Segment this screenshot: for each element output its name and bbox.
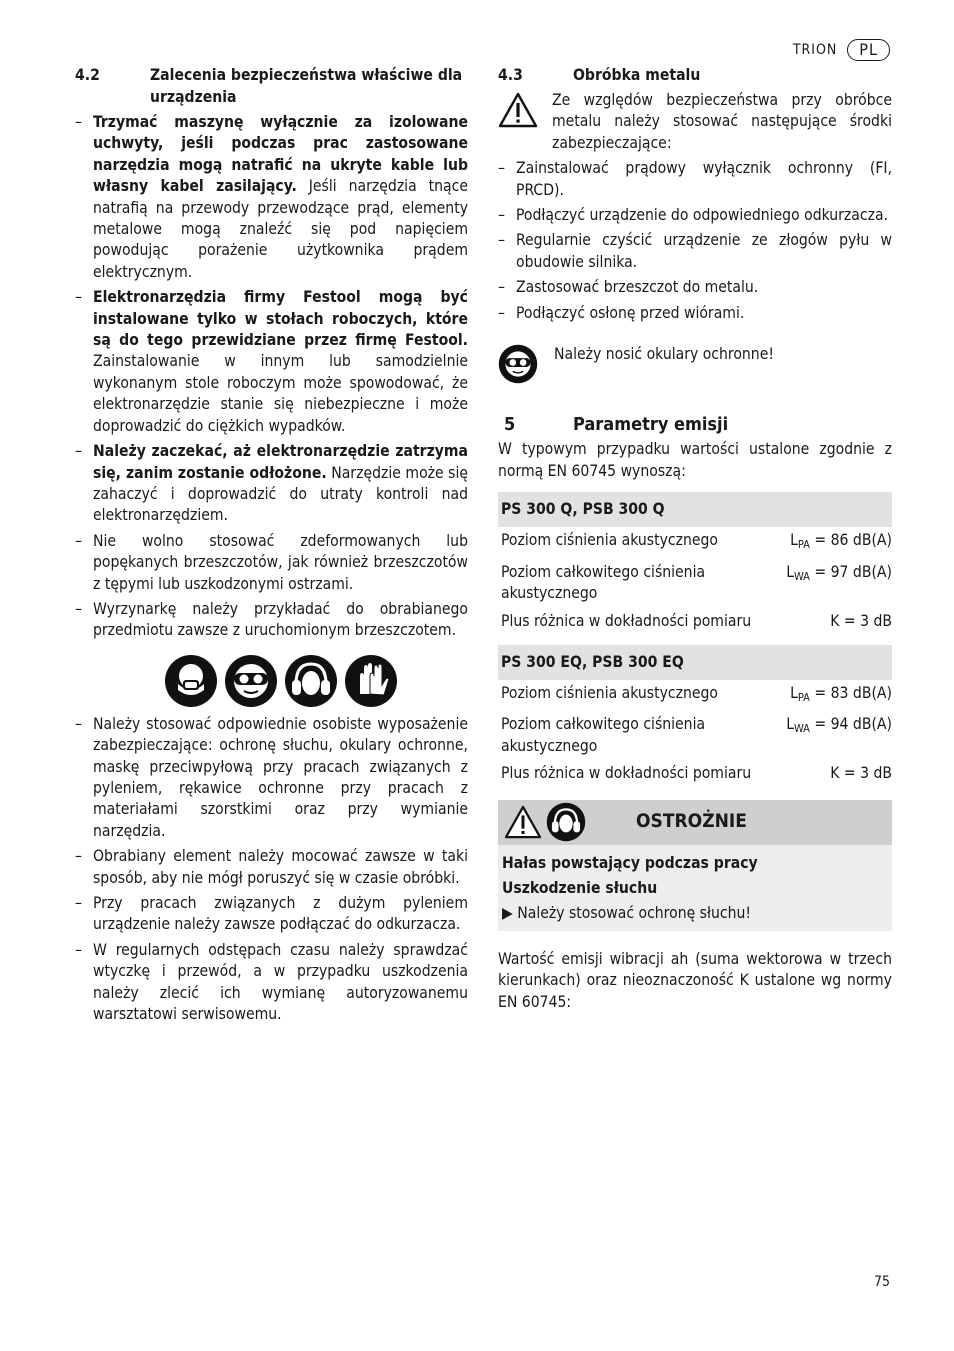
hearing-protection-icon: [546, 802, 586, 842]
list-item: – Podłączyć osłonę przed wiórami.: [498, 303, 892, 324]
table-title: PS 300 Q, PSB 300 Q: [498, 492, 892, 527]
table-row: Poziom ciśnienia akustycznego $L_{PA} = 83$ dB(A): [501, 683, 892, 704]
list-item: – Zainstalować prądowy wyłącznik ochronny (FI, PRCD).: [498, 158, 892, 201]
list-item: – Wyrzynarkę należy przykładać do obrabianego przedmiotu zawsze z uruchomionym brzeszczotem.: [75, 599, 468, 642]
table-row: Plus różnica w dokładności pomiaru K = 3 dB: [501, 764, 892, 783]
list-item: – Nie wolno stosować zdeformowanych lub popękanych brzeszczotów, jak również brzeszczotów z tępymi lub uszkodzonymi ostrzami.: [75, 531, 468, 595]
list-item: – Zastosować brzeszczot do metalu.: [498, 277, 892, 298]
table-row: Poziom całkowitego ciśnienia akustycznego $L_{WA} = 97$ dB(A): [501, 562, 892, 603]
warning-triangle-icon: [504, 805, 542, 839]
caution-header: [498, 800, 892, 845]
caution-body: Hałas powstający podczas pracy Uszkodzenie słuchu ▶ Należy stosować ochronę słuchu!: [502, 853, 758, 923]
list-item: – Elektronarzędzia firmy Festool mogą być instalowane tylko w stołach roboczych, które są do tego przewidziane przez firmę Festool. Zainstalowanie w innym lub samodzielnie wykonanym stole roboczym może spowodować, że elektronarzędzie stanie się niebezpieczne i może doprowadzić do ciężkich wypadków.: [75, 287, 468, 437]
section-heading-4-2: 4.2 Zalecenia bezpieczeństwa właściwe dla urządzenia: [75, 66, 463, 106]
brand-name: TRION: [792, 42, 838, 58]
list-item: – W regularnych odstępach czasu należy sprawdzać wtyczkę i przewód, a w przypadku uszkodzenia należy zlecić ich wymianę autoryzowanemu warsztatowi serwisowemu.: [75, 940, 468, 1026]
protective-gloves-icon: [344, 654, 398, 708]
metal-list: [498, 158, 892, 324]
list-item: – Należy stosować odpowiednie osobiste wyposażenie zabezpieczające: ochronę słuchu, okulary ochronne, maskę przeciwpyłową przy pracach związanych z pyleniem, rękawice ochronne przy pracach z materiałami szorstkimi oraz przy wymianie narzędzia.: [75, 714, 468, 842]
section-heading-4-3: 4.3 Obróbka metalu: [498, 66, 701, 84]
section-heading-5: 5 Parametry emisji: [504, 414, 729, 436]
metal-warning: Ze względów bezpieczeństwa przy obróbce metalu należy stosować następujące środki zabezpieczające:: [498, 90, 892, 154]
list-item: – Podłączyć urządzenie do odpowiedniego odkurzacza.: [498, 205, 892, 226]
right-column: [498, 64, 892, 1013]
dust-mask-icon: [164, 654, 218, 708]
warning-triangle-icon: [498, 92, 538, 128]
list-item: – Regularnie czyścić urządzenie ze złogów pyłu w obudowie silnika.: [498, 230, 892, 273]
table-row: Poziom całkowitego ciśnienia akustycznego $L_{WA} = 94$ dB(A): [501, 715, 892, 755]
hearing-protection-icon: [284, 654, 338, 708]
language-badge: PL: [847, 39, 890, 61]
emission-intro: W typowym przypadku wartości ustalone zgodnie z normą EN 60745 wynoszą:: [498, 440, 892, 480]
list-item: – Trzymać maszynę wyłącznie za izolowane uchwyty, jeśli podczas prac zastosowane narzędzia mogą natrafić na ukryte kable lub własny kabel zasilający. Jeśli narzędzia tnące natrafią na przewody przewodzące prąd, elementy metalowe mogą znaleźć się pod napięciem powodując porażenie użytkownika prądem elektrycznym.: [75, 112, 468, 283]
page-number: 75: [873, 1274, 890, 1290]
goggles-notice: Należy nosić okulary ochronne!: [498, 344, 892, 384]
left-column: [75, 64, 468, 1029]
list-item: – Przy pracach związanych z dużym pyleniem urządzenie należy zawsze podłączać do odkurzacza.: [75, 893, 468, 936]
ppe-icons: [75, 654, 468, 708]
list-item: – Obrabiany element należy mocować zawsze w taki sposób, aby nie mógł poruszyć się w czasie obróbki.: [75, 846, 468, 889]
emission-table-ps300q: [498, 492, 892, 635]
ppe-list: [75, 714, 468, 1026]
table-row: Plus różnica w dokładności pomiaru K = 3 dB: [501, 611, 892, 630]
page-header: [793, 39, 890, 61]
table-row: Poziom ciśnienia akustycznego $L_{PA} = 86$ dB(A): [501, 531, 892, 552]
caution-title: OSTROŻNIE: [636, 810, 747, 833]
safety-list: [75, 112, 468, 642]
emission-table-ps300eq: [498, 645, 892, 788]
caution-box: [498, 800, 892, 931]
safety-goggles-icon: [224, 654, 278, 708]
vibration-text: Wartość emisji wibracji ah (suma wektorowa w trzech kierunkach) oraz nieoznaczoność K ustalone wg normy EN 60745:: [498, 949, 892, 1011]
list-item: – Należy zaczekać, aż elektronarzędzie zatrzyma się, zanim zostanie odłożone. Narzędzie może się zahaczyć i doprowadzić do utraty kontroli nad elektronarzędziem.: [75, 441, 468, 527]
table-title: PS 300 EQ, PSB 300 EQ: [498, 645, 892, 680]
safety-goggles-icon: [498, 344, 538, 384]
